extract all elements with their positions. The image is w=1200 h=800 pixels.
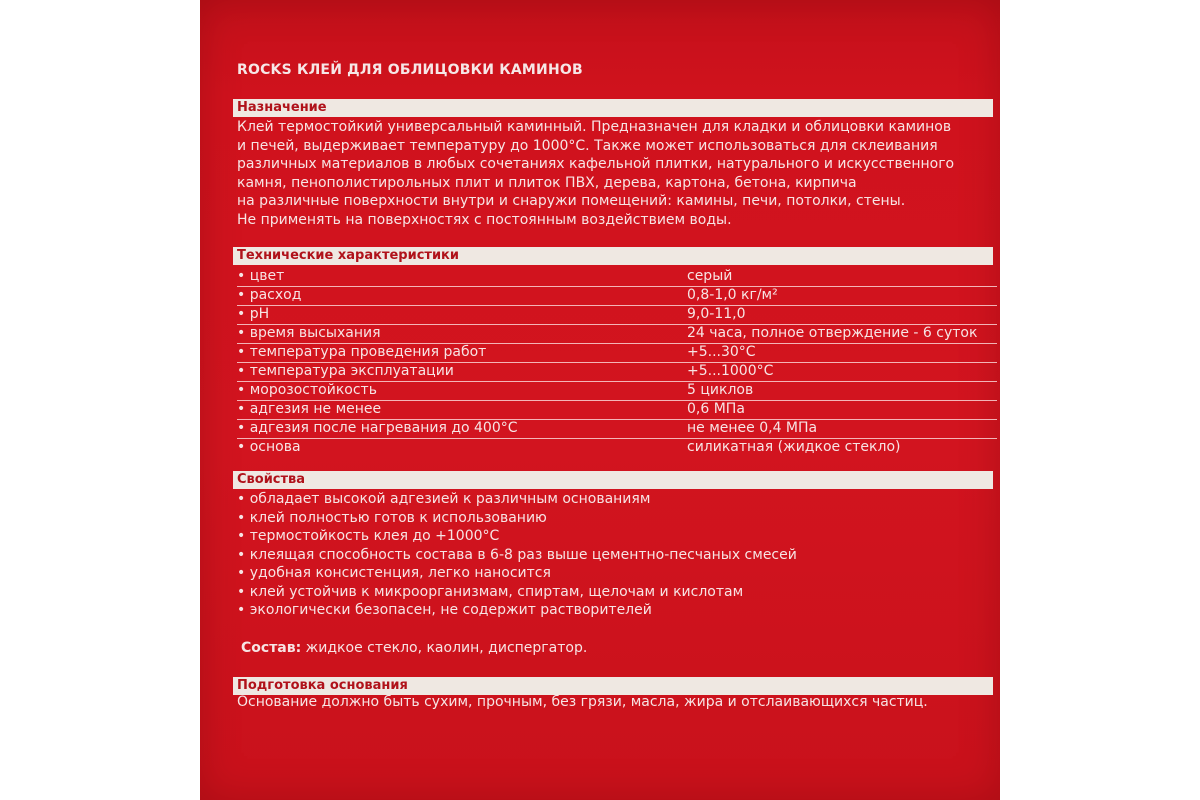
properties-list [237,490,997,620]
spec-value: 24 часа, полное отверждение - 6 суток [687,325,978,341]
composition-line [241,640,587,656]
specs-table [237,268,997,458]
section-header-specs: Технические характеристики [233,247,993,265]
product-title: ROCKS КЛЕЙ ДЛЯ ОБЛИЦОВКИ КАМИНОВ [237,62,583,78]
spec-param: • цвет [237,268,285,284]
list-item: • удобная консистенция, легко наносится [237,565,551,581]
list-item: • клей полностью готов к использованию [237,509,547,526]
spec-row [237,401,997,420]
section-header-preparation: Подготовка основания [233,677,993,695]
spec-row [237,363,997,382]
spec-value: +5...30°С [687,344,756,360]
spec-param: • температура проведения работ [237,344,487,360]
list-item: • экологически безопасен, не содержит растворителей [237,602,652,618]
list-item: • термостойкость клея до +1000°С [237,528,500,544]
spec-param: • температура эксплуатации [237,363,454,379]
purpose-line: камня, пенополистирольных плит и плиток ПВХ, дерева, картона, бетона, кирпича [237,174,857,191]
composition-label: Состав: [241,640,302,656]
spec-param: • время высыхания [237,325,381,341]
spec-value: 0,6 МПа [687,401,745,417]
spec-value: не менее 0,4 МПа [687,420,818,436]
spec-value: силикатная (жидкое стекло) [687,439,901,455]
spec-row [237,382,997,401]
spec-row [237,439,997,458]
spec-row [237,325,997,344]
spec-param: • морозостойкость [237,382,377,398]
spec-value: серый [687,268,733,284]
purpose-line: на различные поверхности внутри и снаружи помещений: камины, печи, потолки, стены. [237,193,906,209]
purpose-line: Не применять на поверхностях с постоянным воздействием воды. [237,211,732,228]
purpose-text [237,118,997,229]
spec-row [237,287,997,306]
preparation-text [237,693,997,712]
spec-param: • рН [237,306,270,322]
spec-row [237,344,997,363]
preparation-line: Основание должно быть сухим, прочным, без грязи, масла, жира и отслаивающихся частиц. [237,694,928,710]
spec-value: 9,0-11,0 [687,306,746,322]
spec-value: 0,8-1,0 кг/м² [687,287,778,303]
spec-row [237,420,997,439]
spec-value: 5 циклов [687,382,754,398]
spec-value: +5...1000°С [687,363,774,379]
spec-param: • адгезия не менее [237,401,382,417]
spec-param: • основа [237,439,301,455]
purpose-line: различных материалов в любых сочетаниях кафельной плитки, натурального и искусственного [237,156,955,172]
list-item: • клей устойчив к микроорганизмам, спиртам, щелочам и кислотам [237,583,744,600]
spec-param: • расход [237,287,302,303]
list-item: • обладает высокой адгезией к различным основаниям [237,491,651,507]
section-header-properties: Свойства [233,471,993,489]
composition-text: жидкое стекло, каолин, диспергатор. [301,640,588,656]
spec-row [237,268,997,287]
spec-row [237,306,997,325]
purpose-line: и печей, выдерживает температуру до 1000°С. Также может использоваться для склеивания [237,137,938,154]
purpose-line: Клей термостойкий универсальный каминный. Предназначен для кладки и облицовки каминов [237,119,952,135]
list-item: • клеящая способность состава в 6-8 раз выше цементно-песчаных смесей [237,546,797,563]
section-header-purpose: Назначение [233,99,993,117]
spec-param: • адгезия после нагревания до 400°С [237,420,518,436]
